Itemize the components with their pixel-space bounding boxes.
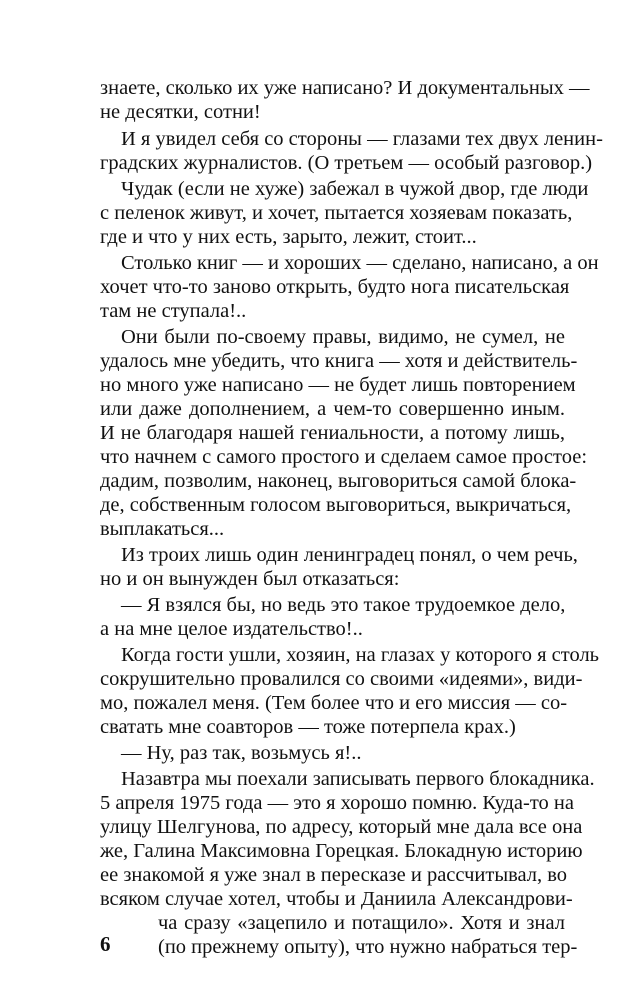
text-line: — Я взялся бы, но ведь это такое трудоемкое дело, — [121, 594, 566, 616]
text-line: всяком случае хотел, чтобы и Даниила Александрови- — [100, 888, 573, 910]
text-line: сокрушительно провалился со своими «идеями», види- — [100, 668, 583, 690]
text-line: мо, пожалел меня. (Тем более что и его миссия — со- — [100, 692, 568, 714]
text-line: ее знакомой я уже знал в пересказе и рассчитывал, во — [100, 864, 568, 886]
text-line: — Ну, раз так, возьмусь я!.. — [121, 742, 362, 764]
text-line: 5 апреля 1975 года — это я хорошо помню. Куда-то на — [100, 792, 574, 814]
text-line: (по прежнему опыту), что нужно набраться тер- — [158, 936, 578, 958]
text-line: ча сразу «зацепило и потащило». Хотя и знал — [158, 912, 565, 934]
text-line: Они были по-своему правы, видимо, не сумел, не — [121, 326, 565, 348]
text-line: там не ступала!.. — [100, 300, 247, 322]
text-line: а на мне целое издательство!.. — [100, 618, 363, 640]
text-line: выплакаться... — [100, 518, 225, 540]
text-line: Назавтра мы поехали записывать первого блокадника. — [121, 768, 595, 790]
page-number: 6 — [100, 932, 111, 956]
text-line: сватать мне соавторов — тоже потерпела крах.) — [100, 716, 516, 738]
text-line: Когда гости ушли, хозяин, на глазах у которого я столь — [121, 644, 600, 666]
text-line: И не благодаря нашей гениальности, а потому лишь, — [100, 422, 565, 444]
text-line: что начнем с самого простого и сделаем самое простое: — [100, 446, 588, 468]
text-line: но много уже написано — не будет лишь повторением — [100, 374, 576, 396]
text-line: Чудак (если не хуже) забежал в чужой двор, где люди — [121, 178, 589, 200]
text-line: хочет что-то заново открыть, будто нога писательская — [100, 276, 570, 298]
text-line: де, собственным голосом выговориться, выкричаться, — [100, 494, 572, 516]
text-line: знаете, сколько их уже написано? И документальных — — [100, 77, 590, 99]
text-line: Столько книг — и хороших — сделано, написано, а он — [121, 252, 599, 274]
text-line: но и он вынужден был отказаться: — [100, 568, 400, 590]
text-line: удалось мне убедить, что книга — хотя и действитель- — [100, 350, 578, 372]
text-line: где и что у них есть, зарыто, лежит, стоит... — [100, 226, 477, 248]
text-line: дадим, позволим, наконец, выговориться самой блока- — [100, 470, 577, 492]
text-line: же, Галина Максимовна Горецкая. Блокадную историю — [100, 840, 583, 862]
text-line: И я увидел себя со стороны — глазами тех двух ленин- — [121, 128, 603, 150]
text-line: Из троих лишь один ленинградец понял, о чем речь, — [121, 544, 578, 566]
text-line: с пеленок живут, и хочет, пытается хозяевам показать, — [100, 202, 573, 224]
text-line: улицу Шелгунова, по адресу, который мне дала все она — [100, 816, 583, 838]
text-line: не десятки, сотни! — [100, 101, 261, 123]
text-line: градских журналистов. (О третьем — особый разговор.) — [100, 152, 593, 174]
text-line: или даже дополнением, а чем-то совершенно иным. — [100, 398, 565, 420]
